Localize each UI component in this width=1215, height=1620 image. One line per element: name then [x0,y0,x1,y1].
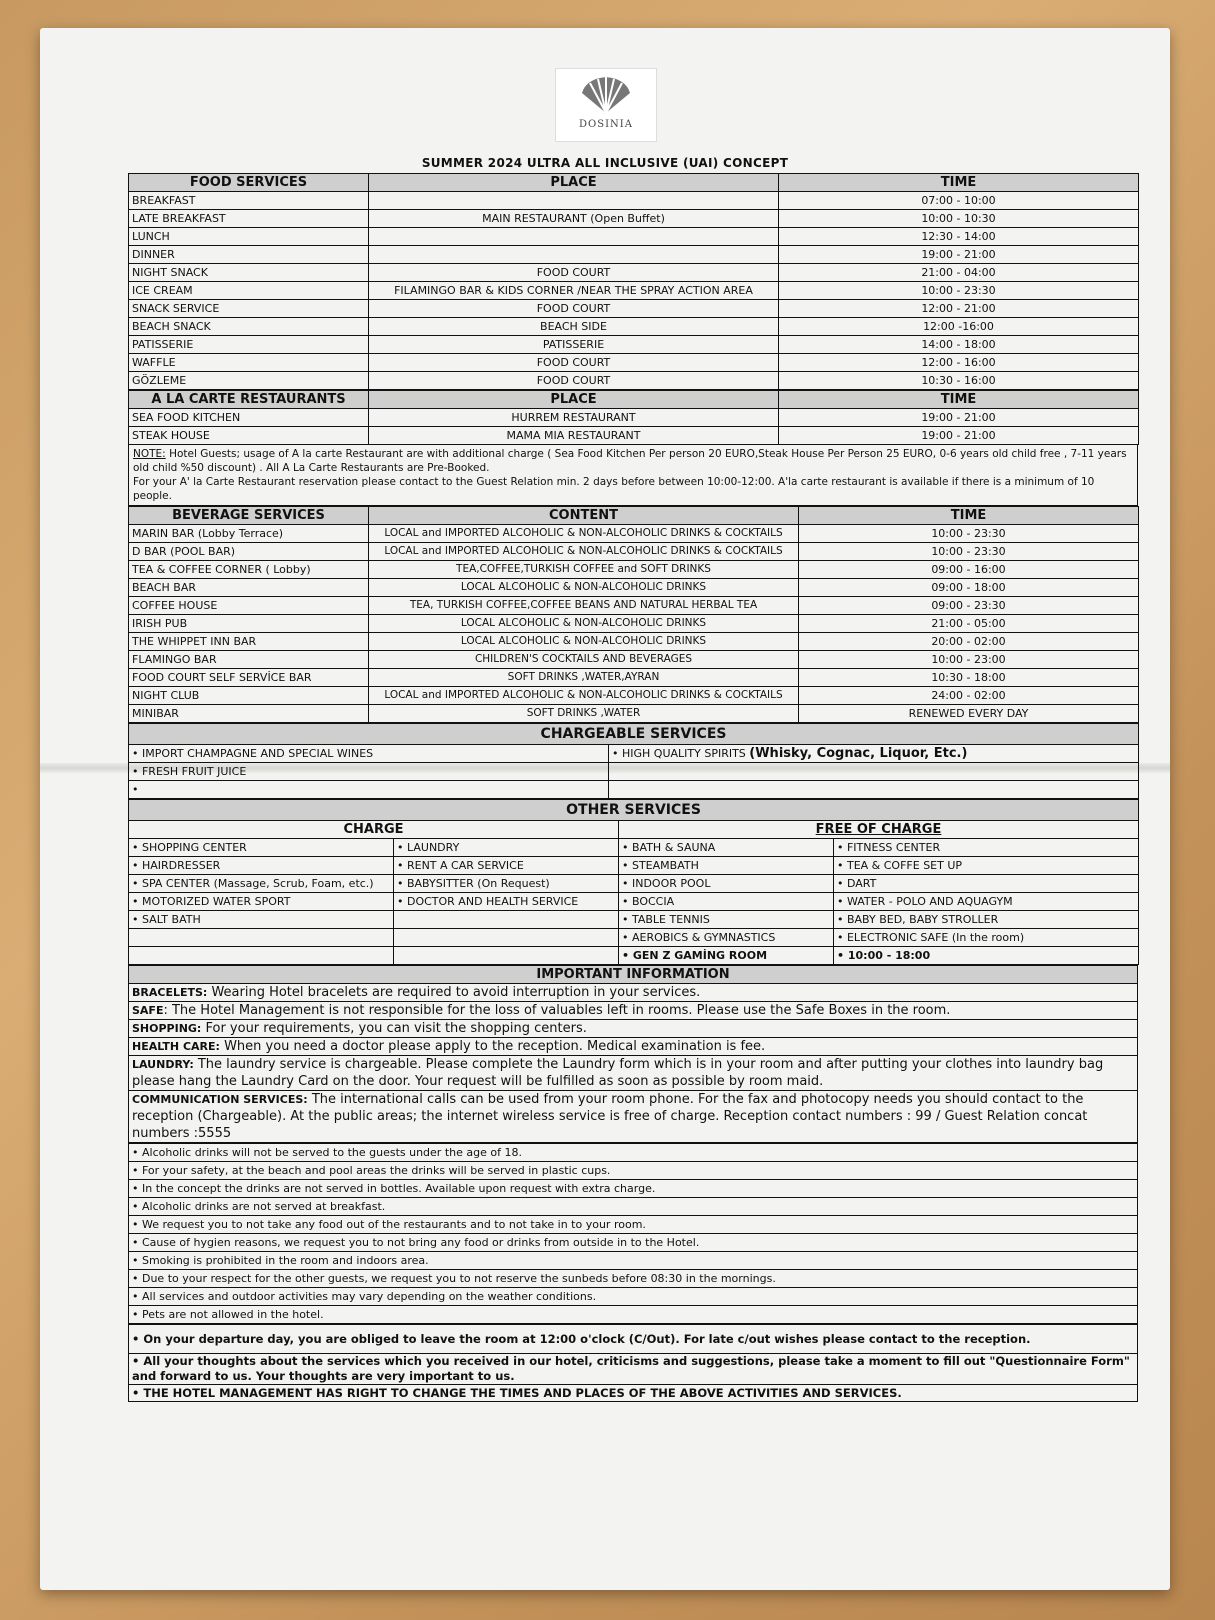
spirits-label: • HIGH QUALITY SPIRITS [612,747,750,760]
chargeable-empty [609,781,1139,799]
rule-item: • Smoking is prohibited in the room and indoors area. [129,1252,1138,1270]
charge-service [129,947,394,965]
table-row [129,615,1139,633]
table-row [129,246,1139,264]
alacarte-table [128,390,1139,445]
table-row [129,597,1139,615]
beverage-time: 09:00 - 23:30 [799,597,1139,615]
beverage-name: TEA & COFFEE CORNER ( Lobby) [129,561,369,579]
info-row [129,1038,1138,1056]
table-row [129,839,1139,857]
food-service-place: FOOD COURT [369,300,779,318]
beverage-header-time: TIME [799,507,1139,525]
food-service-place: FILAMINGO BAR & KIDS CORNER /NEAR THE SPRAY ACTION AREA [369,282,779,300]
rule-item: • Due to your respect for the other guests, we request you to not reserve the sunbeds before 08:30 in the mornings. [129,1270,1138,1288]
free-service: • AEROBICS & GYMNASTICS [619,929,834,947]
food-service-place: PATISSERIE [369,336,779,354]
beverage-time: 09:00 - 16:00 [799,561,1139,579]
rule-row [129,1385,1138,1402]
food-service-time: 10:30 - 16:00 [779,372,1139,390]
rule-row [129,1325,1138,1354]
food-service-name: PATISSERIE [129,336,369,354]
info-key: SAFE [132,1004,164,1017]
food-service-time: 12:00 - 21:00 [779,300,1139,318]
food-service-name: BREAKFAST [129,192,369,210]
info-text: : The Hotel Management is not responsible for the loss of valuables left in rooms. Please use the Safe Boxes in the room. [163,1003,951,1018]
charge-service: • MOTORIZED WATER SPORT [129,893,394,911]
table-row [129,409,1139,427]
table-row [129,687,1139,705]
info-item [129,1091,1138,1143]
document-sheet [40,28,1170,1590]
rule-item: • Alcoholic drinks are not served at breakfast. [129,1198,1138,1216]
table-row [129,372,1139,390]
rules-table [128,1143,1138,1324]
brand-name: DOSINIA [579,119,633,130]
charge-service: • DOCTOR AND HEALTH SERVICE [394,893,619,911]
rule-item: • Pets are not allowed in the hotel. [129,1306,1138,1324]
info-row [129,1091,1138,1143]
food-service-time: 12:00 -16:00 [779,318,1139,336]
rule-row [129,1180,1138,1198]
charge-service: • SHOPPING CENTER [129,839,394,857]
free-service: • BOCCIA [619,893,834,911]
beverage-content: LOCAL ALCOHOLIC & NON-ALCOHOLIC DRINKS [369,615,799,633]
charge-service [394,947,619,965]
free-service: • ELECTRONIC SAFE (In the room) [834,929,1139,947]
table-row [129,875,1139,893]
beverage-name: MARIN BAR (Lobby Terrace) [129,525,369,543]
table-row [129,354,1139,372]
table-row [129,893,1139,911]
info-text: The laundry service is chargeable. Please complete the Laundry form which is in your room and after putting your clothes into laundry bag please hang the Laundry Card on the door. Your request will be fulfilled as soon as possible by room maid. [132,1057,1104,1089]
free-service: • TEA & COFFE SET UP [834,857,1139,875]
table-row [129,264,1139,282]
free-service: • GEN Z GAMİNG ROOM [619,947,834,965]
food-service-name: BEACH SNACK [129,318,369,336]
charge-title: CHARGE [129,821,619,839]
food-service-name: DINNER [129,246,369,264]
free-service: • FITNESS CENTER [834,839,1139,857]
other-services-table [128,799,1139,965]
food-service-time: 12:30 - 14:00 [779,228,1139,246]
restaurant-name: SEA FOOD KITCHEN [129,409,369,427]
chargeable-item: • FRESH FRUIT JUICE [129,763,609,781]
alacarte-header-place: PLACE [369,391,779,409]
info-row [129,1002,1138,1020]
table-row [129,633,1139,651]
beverage-time: 24:00 - 02:00 [799,687,1139,705]
info-item [129,1038,1138,1056]
note-text: Hotel Guests; usage of A la carte Restaurant are with additional charge ( Sea Food Kitchen Per person 20 EURO,Steak House Per Person 25 EURO, 0-6 years old child free , 7-11 years old child %50 discount) . All A La Carte Restaurants are Pre-Booked. [133,448,1127,474]
info-row [129,1020,1138,1038]
beverage-name: D BAR (POOL BAR) [129,543,369,561]
info-row [129,1056,1138,1091]
beverage-time: 10:30 - 18:00 [799,669,1139,687]
hotel-logo [555,68,657,142]
alacarte-note [128,445,1138,506]
table-row [129,561,1139,579]
shell-logo-icon [576,75,636,115]
rule-row [129,1270,1138,1288]
bold-rule-item: • All your thoughts about the services which you received in our hotel, criticisms and suggestions, please take a moment to fill out "Questionnaire Form" and forward to us. Your thoughts are very important to us. [129,1354,1138,1385]
rule-item: • For your safety, at the beach and pool areas the drinks will be served in plastic cups. [129,1162,1138,1180]
beverage-time: 10:00 - 23:00 [799,651,1139,669]
info-item [129,1056,1138,1091]
rule-item: • All services and outdoor activities may vary depending on the weather conditions. [129,1288,1138,1306]
beverage-time: 09:00 - 18:00 [799,579,1139,597]
beverage-name: MINIBAR [129,705,369,723]
table-row [129,282,1139,300]
beverage-time: 20:00 - 02:00 [799,633,1139,651]
charge-service [394,929,619,947]
food-services-table [128,173,1139,390]
table-row [129,669,1139,687]
food-service-place [369,228,779,246]
table-row [129,525,1139,543]
beverage-name: FLAMINGO BAR [129,651,369,669]
other-services-title: OTHER SERVICES [129,800,1139,821]
free-service: • TABLE TENNIS [619,911,834,929]
free-service: • 10:00 - 18:00 [834,947,1139,965]
beverage-content: LOCAL ALCOHOLIC & NON-ALCOHOLIC DRINKS [369,579,799,597]
beverage-name: IRISH PUB [129,615,369,633]
beverage-name: FOOD COURT SELF SERVİCE BAR [129,669,369,687]
beverage-content: LOCAL and IMPORTED ALCOHOLIC & NON-ALCOHOLIC DRINKS & COCKTAILS [369,525,799,543]
bold-rules-table [128,1324,1138,1402]
table-row [129,543,1139,561]
rule-item: • Cause of hygien reasons, we request you to not bring any food or drinks from outside in to the Hotel. [129,1234,1138,1252]
table-row [129,336,1139,354]
info-item [129,1002,1138,1020]
table-row [129,651,1139,669]
free-service: • DART [834,875,1139,893]
food-service-place: FOOD COURT [369,354,779,372]
info-key: HEALTH CARE: [132,1040,220,1053]
table-row [129,857,1139,875]
info-text: For your requirements, you can visit the shopping centers. [201,1021,587,1036]
beverage-name: COFFEE HOUSE [129,597,369,615]
rule-item: • Alcoholic drinks will not be served to the guests under the age of 18. [129,1144,1138,1162]
info-text: The international calls can be used from your room phone. For the fax and photocopy needs you should contact to the reception (Chargeable). At the public areas; the internet wireless service is free of charge. Reception contact numbers : 99 / Guest Relation concat numbers :5555 [132,1092,1088,1141]
food-service-time: 12:00 - 16:00 [779,354,1139,372]
charge-service: • LAUNDRY [394,839,619,857]
food-service-name: GÖZLEME [129,372,369,390]
beverage-header-content: CONTENT [369,507,799,525]
food-service-time: 07:00 - 10:00 [779,192,1139,210]
free-service: • STEAMBATH [619,857,834,875]
food-service-place [369,192,779,210]
beverage-content: LOCAL ALCOHOLIC & NON-ALCOHOLIC DRINKS [369,633,799,651]
charge-service [129,929,394,947]
info-text: Wearing Hotel bracelets are required to avoid interruption in your services. [207,985,701,1000]
free-service: • BATH & SAUNA [619,839,834,857]
chargeable-item: • IMPORT CHAMPAGNE AND SPECIAL WINES [129,745,609,763]
chargeable-item: • [129,781,609,799]
food-service-name: NIGHT SNACK [129,264,369,282]
rule-row [129,1288,1138,1306]
chargeable-item [609,745,1139,763]
food-service-place: FOOD COURT [369,264,779,282]
rule-row [129,1354,1138,1385]
beverage-time: 10:00 - 23:30 [799,525,1139,543]
food-service-name: ICE CREAM [129,282,369,300]
concept-sheet [128,173,1138,1402]
table-row [129,300,1139,318]
rule-item: • In the concept the drinks are not served in bottles. Available upon request with extra charge. [129,1180,1138,1198]
restaurant-place: HURREM RESTAURANT [369,409,779,427]
info-row [129,984,1138,1002]
chargeable-title: CHARGEABLE SERVICES [129,724,1139,745]
rule-row [129,1306,1138,1324]
beverage-services-table [128,506,1139,723]
important-title: IMPORTANT INFORMATION [129,966,1138,984]
beverage-name: NIGHT CLUB [129,687,369,705]
bold-rule-item: • THE HOTEL MANAGEMENT HAS RIGHT TO CHANGE THE TIMES AND PLACES OF THE ABOVE ACTIVITIES AND SERVICES. [129,1385,1138,1402]
food-service-time: 21:00 - 04:00 [779,264,1139,282]
spirits-examples: (Whisky, Cognac, Liquor, Etc.) [749,746,968,761]
food-service-place: MAIN RESTAURANT (Open Buffet) [369,210,779,228]
food-service-time: 10:00 - 23:30 [779,282,1139,300]
info-key: LAUNDRY: [132,1058,194,1071]
info-key: COMMUNICATION SERVICES: [132,1093,308,1106]
table-row [129,947,1139,965]
chargeable-empty [609,763,1139,781]
beverage-content: SOFT DRINKS ,WATER [369,705,799,723]
food-service-time: 10:00 - 10:30 [779,210,1139,228]
table-row [129,929,1139,947]
info-text: When you need a doctor please apply to the reception. Medical examination is fee. [219,1039,766,1054]
table-row [129,911,1139,929]
food-service-place [369,246,779,264]
important-information-table [128,965,1138,1143]
food-service-name: LUNCH [129,228,369,246]
beverage-content: LOCAL and IMPORTED ALCOHOLIC & NON-ALCOHOLIC DRINKS & COCKTAILS [369,687,799,705]
restaurant-place: MAMA MIA RESTAURANT [369,427,779,445]
rule-row [129,1162,1138,1180]
beverage-content: TEA,COFFEE,TURKISH COFFEE and SOFT DRINKS [369,561,799,579]
page-title: SUMMER 2024 ULTRA ALL INCLUSIVE (UAI) CONCEPT [421,156,789,170]
note-text-2: For your A' la Carte Restaurant reservation please contact to the Guest Relation min. 2 days before between 10:00-12:00. A'la carte restaurant is available if there is a minimum of 10 people. [133,476,1095,502]
table-row [129,705,1139,723]
food-service-time: 14:00 - 18:00 [779,336,1139,354]
table-row [129,427,1139,445]
rule-row [129,1234,1138,1252]
free-service: • WATER - POLO AND AQUAGYM [834,893,1139,911]
table-row [129,228,1139,246]
charge-service: • HAIRDRESSER [129,857,394,875]
food-service-name: WAFFLE [129,354,369,372]
charge-service: • SALT BATH [129,911,394,929]
chargeable-services-table [128,723,1139,799]
alacarte-header-time: TIME [779,391,1139,409]
beverage-time: 10:00 - 23:30 [799,543,1139,561]
beverage-time: RENEWED EVERY DAY [799,705,1139,723]
rule-row [129,1144,1138,1162]
beverage-header-name: BEVERAGE SERVICES [129,507,369,525]
rule-item: • We request you to not take any food out of the restaurants and to not take in to your room. [129,1216,1138,1234]
free-service: • INDOOR POOL [619,875,834,893]
food-service-time: 19:00 - 21:00 [779,246,1139,264]
info-item [129,984,1138,1002]
bold-rule-item: • On your departure day, you are obliged to leave the room at 12:00 o'clock (C/Out). For late c/out wishes please contact to the reception. [129,1325,1138,1354]
food-service-place: FOOD COURT [369,372,779,390]
free-of-charge-title: FREE OF CHARGE [619,821,1139,839]
free-service: • BABY BED, BABY STROLLER [834,911,1139,929]
info-key: SHOPPING: [132,1022,202,1035]
rule-row [129,1252,1138,1270]
beverage-content: TEA, TURKISH COFFEE,COFFEE BEANS AND NATURAL HERBAL TEA [369,597,799,615]
charge-service: • RENT A CAR SERVICE [394,857,619,875]
rule-row [129,1216,1138,1234]
beverage-name: BEACH BAR [129,579,369,597]
info-item [129,1020,1138,1038]
restaurant-time: 19:00 - 21:00 [779,427,1139,445]
charge-service: • BABYSITTER (On Request) [394,875,619,893]
table-row [129,192,1139,210]
charge-service: • SPA CENTER (Massage, Scrub, Foam, etc.) [129,875,394,893]
food-service-place: BEACH SIDE [369,318,779,336]
table-row [129,579,1139,597]
alacarte-header-name: A LA CARTE RESTAURANTS [129,391,369,409]
food-header-time: TIME [779,174,1139,192]
table-row [129,318,1139,336]
food-header-name: FOOD SERVICES [129,174,369,192]
beverage-content: LOCAL and IMPORTED ALCOHOLIC & NON-ALCOHOLIC DRINKS & COCKTAILS [369,543,799,561]
food-service-name: SNACK SERVICE [129,300,369,318]
beverage-name: THE WHIPPET INN BAR [129,633,369,651]
table-row [129,210,1139,228]
note-label: NOTE: [133,448,166,460]
beverage-time: 21:00 - 05:00 [799,615,1139,633]
beverage-content: CHILDREN'S COCKTAILS AND BEVERAGES [369,651,799,669]
beverage-content: SOFT DRINKS ,WATER,AYRAN [369,669,799,687]
restaurant-name: STEAK HOUSE [129,427,369,445]
food-service-name: LATE BREAKFAST [129,210,369,228]
rule-row [129,1198,1138,1216]
food-header-place: PLACE [369,174,779,192]
info-key: BRACELETS: [132,986,208,999]
charge-service [394,911,619,929]
restaurant-time: 19:00 - 21:00 [779,409,1139,427]
